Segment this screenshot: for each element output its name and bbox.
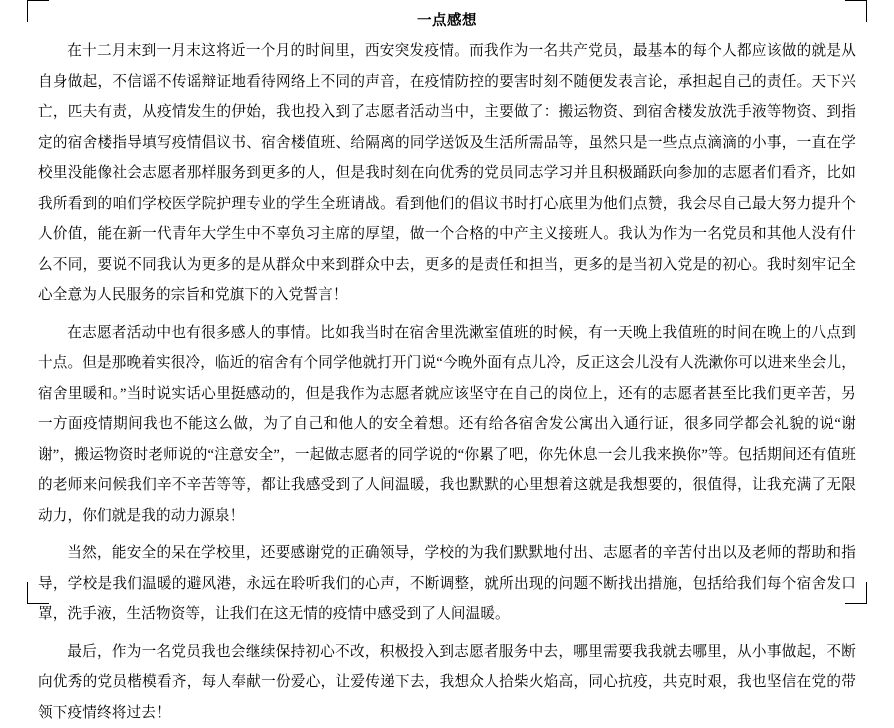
paragraph-spacer bbox=[38, 531, 856, 538]
crop-mark-bottom-right-vertical bbox=[866, 582, 867, 604]
paragraph-3: 当然，能安全的呆在学校里，还要感谢党的正确领导，学校的为我们默默地付出、志愿者的辛苦付出以及老师的帮助和指导，学校是我们温暖的避风港，永远在聆听我们的心声，不断调整，就所出现的问题不断找出措施，包括给我们每个宿舍发口罩，洗手液，生活物资等，让我们在这无情的疫情中感受到了人间温暖。 bbox=[38, 538, 856, 630]
paragraph-4: 最后，作为一名党员我也会继续保持初心不改，积极投入到志愿者服务中去，哪里需要我我就去哪里，从小事做起，不断向优秀的党员楷模看齐，每人奉献一份爱心，让爱传递下去，我想众人拾柴火焰高，同心抗疫，共克时艰，我也坚信在党的带领下疫情终将过去！ bbox=[38, 637, 856, 728]
paragraph-spacer bbox=[38, 311, 856, 318]
crop-mark-top-right-vertical bbox=[866, 0, 867, 22]
document-text-area[interactable] bbox=[38, 0, 856, 728]
paragraph-1: 在十二月末到一月末这将近一个月的时间里，西安突发疫情。而我作为一名共产党员，最基本的每个人都应该做的就是从自身做起，不信谣不传谣辩证地看待网络上不同的声音，在疫情防控的要害时刻不随便发表言论，承担起自己的责任。天下兴亡，匹夫有责，从疫情发生的伊始，我也投入到了志愿者活动当中，主要做了：搬运物资、到宿舍楼发放洗手液等物资、到指定的宿舍楼指导填写疫情倡议书、宿舍楼值班、给隔离的同学送饭及生活所需品等，虽然只是一些点点滴滴的小事，一直在学校里没能像社会志愿者那样服务到更多的人，但是我时刻在向优秀的党员同志学习并且积极踊跃向参加的志愿者们看齐，比如我所看到的咱们学校医学院护理专业的学生全班请战。看到他们的倡议书时打心底里为他们点赞，我会尽自己最大努力提升个人价值，能在新一代青年大学生中不辜负习主席的厚望，做一个合格的中产主义接班人。我认为作为一名党员和其他人没有什么不同，要说不同我认为更多的是从群众中来到群众中去，更多的是责任和担当，更多的是当初入党是的初心。我时刻牢记全心全意为人民服务的宗旨和党旗下的入党誓言！ bbox=[38, 36, 856, 311]
paragraph-spacer bbox=[38, 630, 856, 637]
crop-mark-bottom-left-vertical bbox=[27, 582, 28, 604]
document-title: 一点感想 bbox=[38, 0, 856, 36]
paragraph-2: 在志愿者活动中也有很多感人的事情。比如我当时在宿舍里洗漱室值班的时候，有一天晚上我值班的时间在晚上的八点到十点。但是那晚着实很冷，临近的宿舍有个同学他就打开门说“今晚外面有点儿冷，反正这会儿没有人洗漱你可以进来坐会儿，宿舍里暖和。”当时说实话心里挺感动的，但是我作为志愿者就应该坚守在自己的岗位上，还有的志愿者甚至比我们更辛苦，另一方面疫情期间我也不能这么做，为了自己和他人的安全着想。还有给各宿舍发公寓出入通行证，很多同学都会礼貌的说“谢谢”，搬运物资时老师说的“注意安全”，一起做志愿者的同学说的“你累了吧，你先休息一会儿我来换你”等。包括期间还有值班的老师来问候我们辛不辛苦等等，都让我感受到了人间温暖，我也默默的心里想着这就是我想要的，很值得，让我充满了无限动力，你们就是我的动力源泉！ bbox=[38, 318, 856, 532]
crop-mark-top-left-vertical bbox=[27, 0, 28, 22]
